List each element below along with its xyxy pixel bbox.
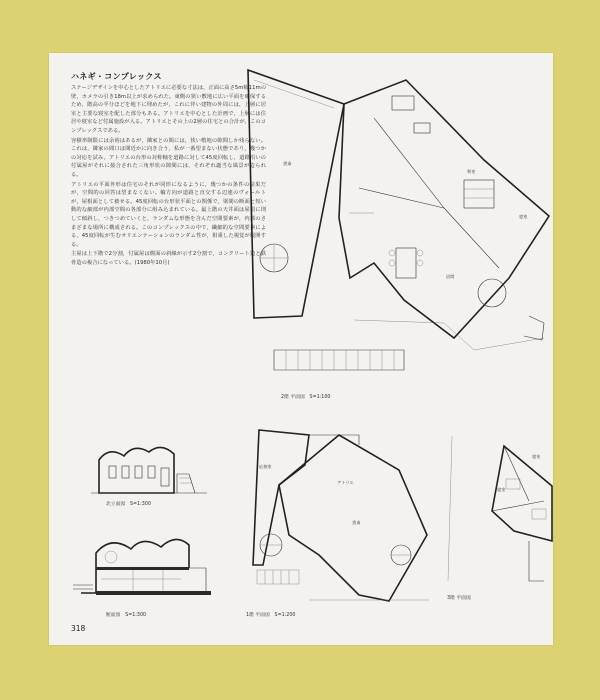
page-number: 318 [71, 624, 86, 633]
plan-2f-caption: 2階 平面図 S=1:100 [281, 395, 331, 400]
room-label-shinshitsu: 寝室 [519, 214, 528, 219]
floor-plan-1f [249, 425, 439, 610]
plan-1f-caption: 1階 平面図 S=1:200 [246, 613, 296, 618]
room-label-atelier: アトリエ [337, 480, 354, 485]
room-label-shinshitsu-3a: 寝室 [532, 454, 541, 459]
section-caption: 断面図 S=1:300 [106, 613, 147, 618]
room-label-washitsu: 和室 [467, 169, 476, 174]
room-label-koshitsu: 応接室 [259, 464, 272, 469]
room-label-shosai: 書斎 [283, 161, 292, 166]
room-label-shinshitsu-3b: 寝室 [497, 487, 506, 492]
catalog-page [49, 53, 553, 645]
room-label-kyoshitsu: 居間 [446, 274, 455, 279]
floor-plan-2f [244, 68, 549, 418]
article-heading: ハネギ・コンプレックス [71, 72, 162, 81]
article-paragraph: アトリエの平面外形は住宅のそれが同形になるように，幾つかの条件の結果だが，空間的の回答は望まなくない。輪方向が道路と直交する辺連のヴォールトが，屋根面として被せる。45度回転の台形状平面との関係で，梁間の断面と短い動的な細部が内部空間の各部分に組み込まれている。最上階の天井面は屋根に則して傾斜し，つきつめていくと，ランダムな形態を含んだ空間要素が，内部のさまざまな場所に構成される。このコンプレックスの中で，繊細的な空間要素による，45度回転が生むオリエンテーションのランダム性が，相乗した視覚が展開する。 [71, 181, 266, 248]
article-paragraph: ステージデザインを中心としたアトリエに必要な寸法は，正面に高さ5m幅11mの壁，カメラの引き18m以上が求められた。東側の狭い敷地に広い平面を確保するため，階高の半分ほどを地下に埋めたが，これに伴い建物の外周には，上層に居室と主要な寝室を配した部分もある。アトリエを中心とした計画で，上層には住居や寝室など付属施設が入る。アトリエとその上の2層の住宅との合計が，このコンプレックスである。 [71, 85, 266, 134]
article-paragraph: 主屋は上下階で2分割，付属屋は側面の斜線が示す2分割で，コンクリート造と鉄骨造の複合になっている。(1980年10月) [71, 251, 266, 266]
plan-3f-caption: 3階 平面図 [447, 596, 471, 601]
section-drawing [71, 523, 221, 608]
north-elevation-drawing [89, 438, 209, 498]
room-label-shosai-lower: 書斎 [352, 520, 361, 525]
elevation-caption: 北立面図 S=1:300 [106, 502, 151, 507]
article-paragraph: 容積率制限には余裕はあるが，隣家との間には，狭い敷地の隙間しか残らない。これは，隣家の間口は間近かに向き合う，私が一番望まない状態であり，幾つかの対応を試み，アトリエの台形の対称軸を道路に対して45度回転し，道路沿いの付属屋がそれに接合された三角形状の隙間には，それぞれ適当な風景が造られる。 [71, 137, 266, 178]
article-text-column [71, 71, 266, 268]
